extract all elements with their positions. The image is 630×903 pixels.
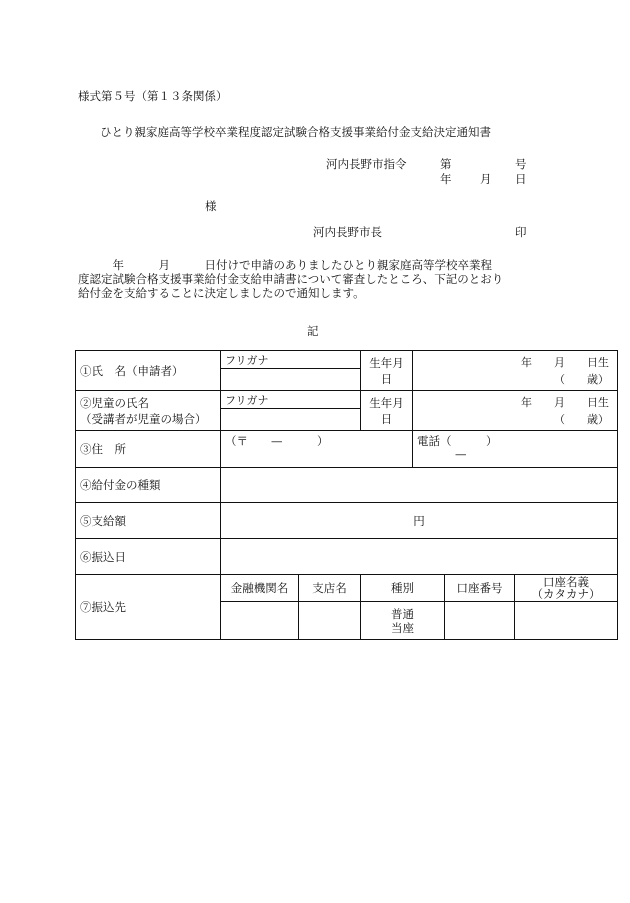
address-label: ③住 所 — [76, 431, 221, 468]
issue-year-label: 年 — [440, 172, 452, 186]
body-line-3: 給付金を支給することに決定しましたので通知します。 — [78, 286, 365, 300]
account-number-header: 口座番号 — [445, 575, 515, 602]
applicant-name-label: ①氏 名（申請者） — [76, 351, 221, 391]
child-name-label-2: （受講者が児童の場合） — [80, 411, 207, 426]
account-holder-header-2: （カタカナ） — [531, 587, 601, 601]
issue-day-label: 日 — [515, 172, 527, 186]
benefit-type-label: ④給付金の種類 — [76, 468, 221, 503]
branch-name-field — [299, 602, 361, 640]
transfer-account-label: ⑦振込先 — [76, 575, 221, 640]
ki-heading: 記 — [307, 324, 319, 338]
city-order-label: 河内長野市指令 — [326, 157, 407, 171]
form-number: 様式第５号（第１３条関係） — [78, 89, 228, 103]
phone-cell — [413, 431, 618, 468]
issue-month-label: 月 — [480, 172, 492, 186]
applicant-name-field — [221, 369, 361, 391]
account-number-field — [445, 602, 515, 640]
payment-amount-label: ⑤支給額 — [76, 503, 221, 539]
account-type-touza: 当座 — [391, 620, 415, 635]
child-birth-date: 年 月 日生 — [521, 395, 610, 409]
account-holder-field — [515, 602, 618, 640]
phone-dash: — — [455, 447, 467, 461]
child-furigana: フリガナ — [221, 391, 361, 409]
payment-amount-yen: 円 — [221, 503, 618, 539]
branch-name-header: 支店名 — [299, 575, 361, 602]
account-type-header: 種別 — [361, 575, 445, 602]
applicant-birth-date: 年 月 日生 — [521, 355, 610, 369]
notice-body — [78, 258, 553, 300]
child-name-label-1: ②児童の氏名 — [80, 395, 149, 410]
details-table — [75, 350, 618, 640]
body-line-2: 度認定試験合格支援事業給付金支給申請書について審査したところ、下記のとおり — [78, 272, 504, 286]
applicant-furigana: フリガナ — [221, 351, 361, 369]
bank-name-header: 金融機関名 — [221, 575, 299, 602]
child-birth-label: 生年月日 — [361, 391, 413, 431]
child-birth-cell — [413, 391, 618, 431]
benefit-type-field — [221, 468, 618, 503]
account-type-futsu: 普通 — [391, 606, 415, 621]
account-holder-header-1: 口座名義 — [543, 575, 590, 589]
child-name-label — [76, 391, 221, 431]
account-type-options — [361, 602, 445, 640]
bank-name-field — [221, 602, 299, 640]
applicant-birth-cell — [413, 351, 618, 391]
child-name-field — [221, 409, 361, 431]
mayor-label: 河内長野市長 — [313, 225, 382, 239]
order-dai: 第 — [440, 157, 452, 171]
order-go: 号 — [515, 157, 527, 171]
account-holder-header — [515, 575, 618, 602]
phone-label: 電話（ ） — [417, 434, 498, 448]
applicant-birth-label: 生年月日 — [361, 351, 413, 391]
body-line-1: 年 月 日付けで申請のありましたひとり親家庭高等学校卒業程 — [78, 258, 492, 272]
seal-mark: 印 — [515, 225, 527, 239]
transfer-date-field — [221, 539, 618, 575]
transfer-date-label: ⑥振込日 — [76, 539, 221, 575]
document-title: ひとり親家庭高等学校卒業程度認定試験合格支援事業給付金支給決定通知書 — [100, 125, 491, 139]
postal-code: （〒 — ） — [221, 431, 413, 468]
child-age: （ 歳） — [554, 412, 610, 426]
recipient-sama: 様 — [205, 199, 217, 213]
applicant-age: （ 歳） — [554, 372, 610, 386]
